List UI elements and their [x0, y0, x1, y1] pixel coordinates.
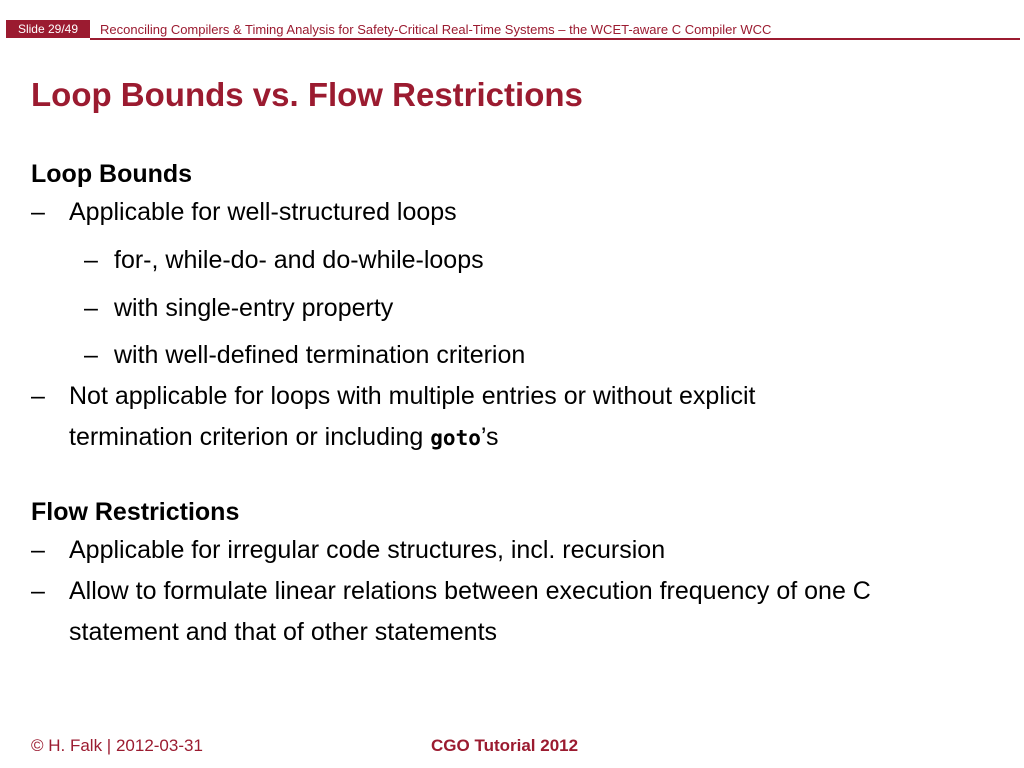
bullet-text: with single-entry property [114, 294, 394, 322]
bullet-text: Applicable for well-structured loops [69, 198, 457, 226]
subbullet-loop-types [84, 246, 484, 275]
bullet-text: Applicable for irregular code structures, incl. recursion [69, 536, 666, 564]
footer-event: CGO Tutorial 2012 [431, 736, 579, 755]
subbullet-single-entry [84, 294, 393, 323]
footer-author-date: © H. Falk | 2012-03-31 [31, 736, 203, 755]
bullet-not-applicable [31, 382, 755, 411]
flow-restrictions-heading: Flow Restrictions [31, 498, 240, 526]
bullet-dash: – [31, 536, 45, 564]
goto-keyword: goto [430, 426, 481, 450]
slide-header [0, 0, 1024, 40]
presentation-title: Reconciling Compilers & Timing Analysis for Safety-Critical Real-Time Systems – the WCET-aware C Compiler WCC [100, 22, 772, 37]
bullet-dash: – [31, 382, 45, 410]
bullet-dash: – [31, 577, 45, 605]
bullet-dash: – [84, 246, 98, 274]
bullet-text: for-, while-do- and do-while-loops [114, 246, 484, 274]
bullet-text-line1: Allow to formulate linear relations between execution frequency of one C [69, 577, 871, 605]
bullet-dash: – [84, 294, 98, 322]
bullet-dash: – [31, 198, 45, 226]
bullet-linear-relations-continuation [69, 618, 497, 647]
slide-title: Loop Bounds vs. Flow Restrictions [31, 76, 583, 113]
bullet-irregular-code [31, 536, 665, 565]
bullet-dash: – [84, 341, 98, 369]
subbullet-termination [84, 341, 525, 370]
bullet-text: with well-defined termination criterion [114, 341, 526, 369]
slide-number-badge: Slide 29/49 [6, 20, 90, 38]
bullet-text-line2: termination criterion or including [69, 423, 431, 451]
bullet-text-line2: statement and that of other statements [69, 618, 498, 646]
bullet-linear-relations [31, 577, 871, 606]
bullet-text-line1: Not applicable for loops with multiple entries or without explicit [69, 382, 756, 410]
bullet-applicable-well-structured [31, 198, 457, 227]
bullet-not-applicable-continuation [69, 423, 498, 452]
loop-bounds-heading: Loop Bounds [31, 160, 193, 188]
header-divider [90, 38, 1020, 40]
bullet-text-suffix: ’s [480, 423, 499, 451]
